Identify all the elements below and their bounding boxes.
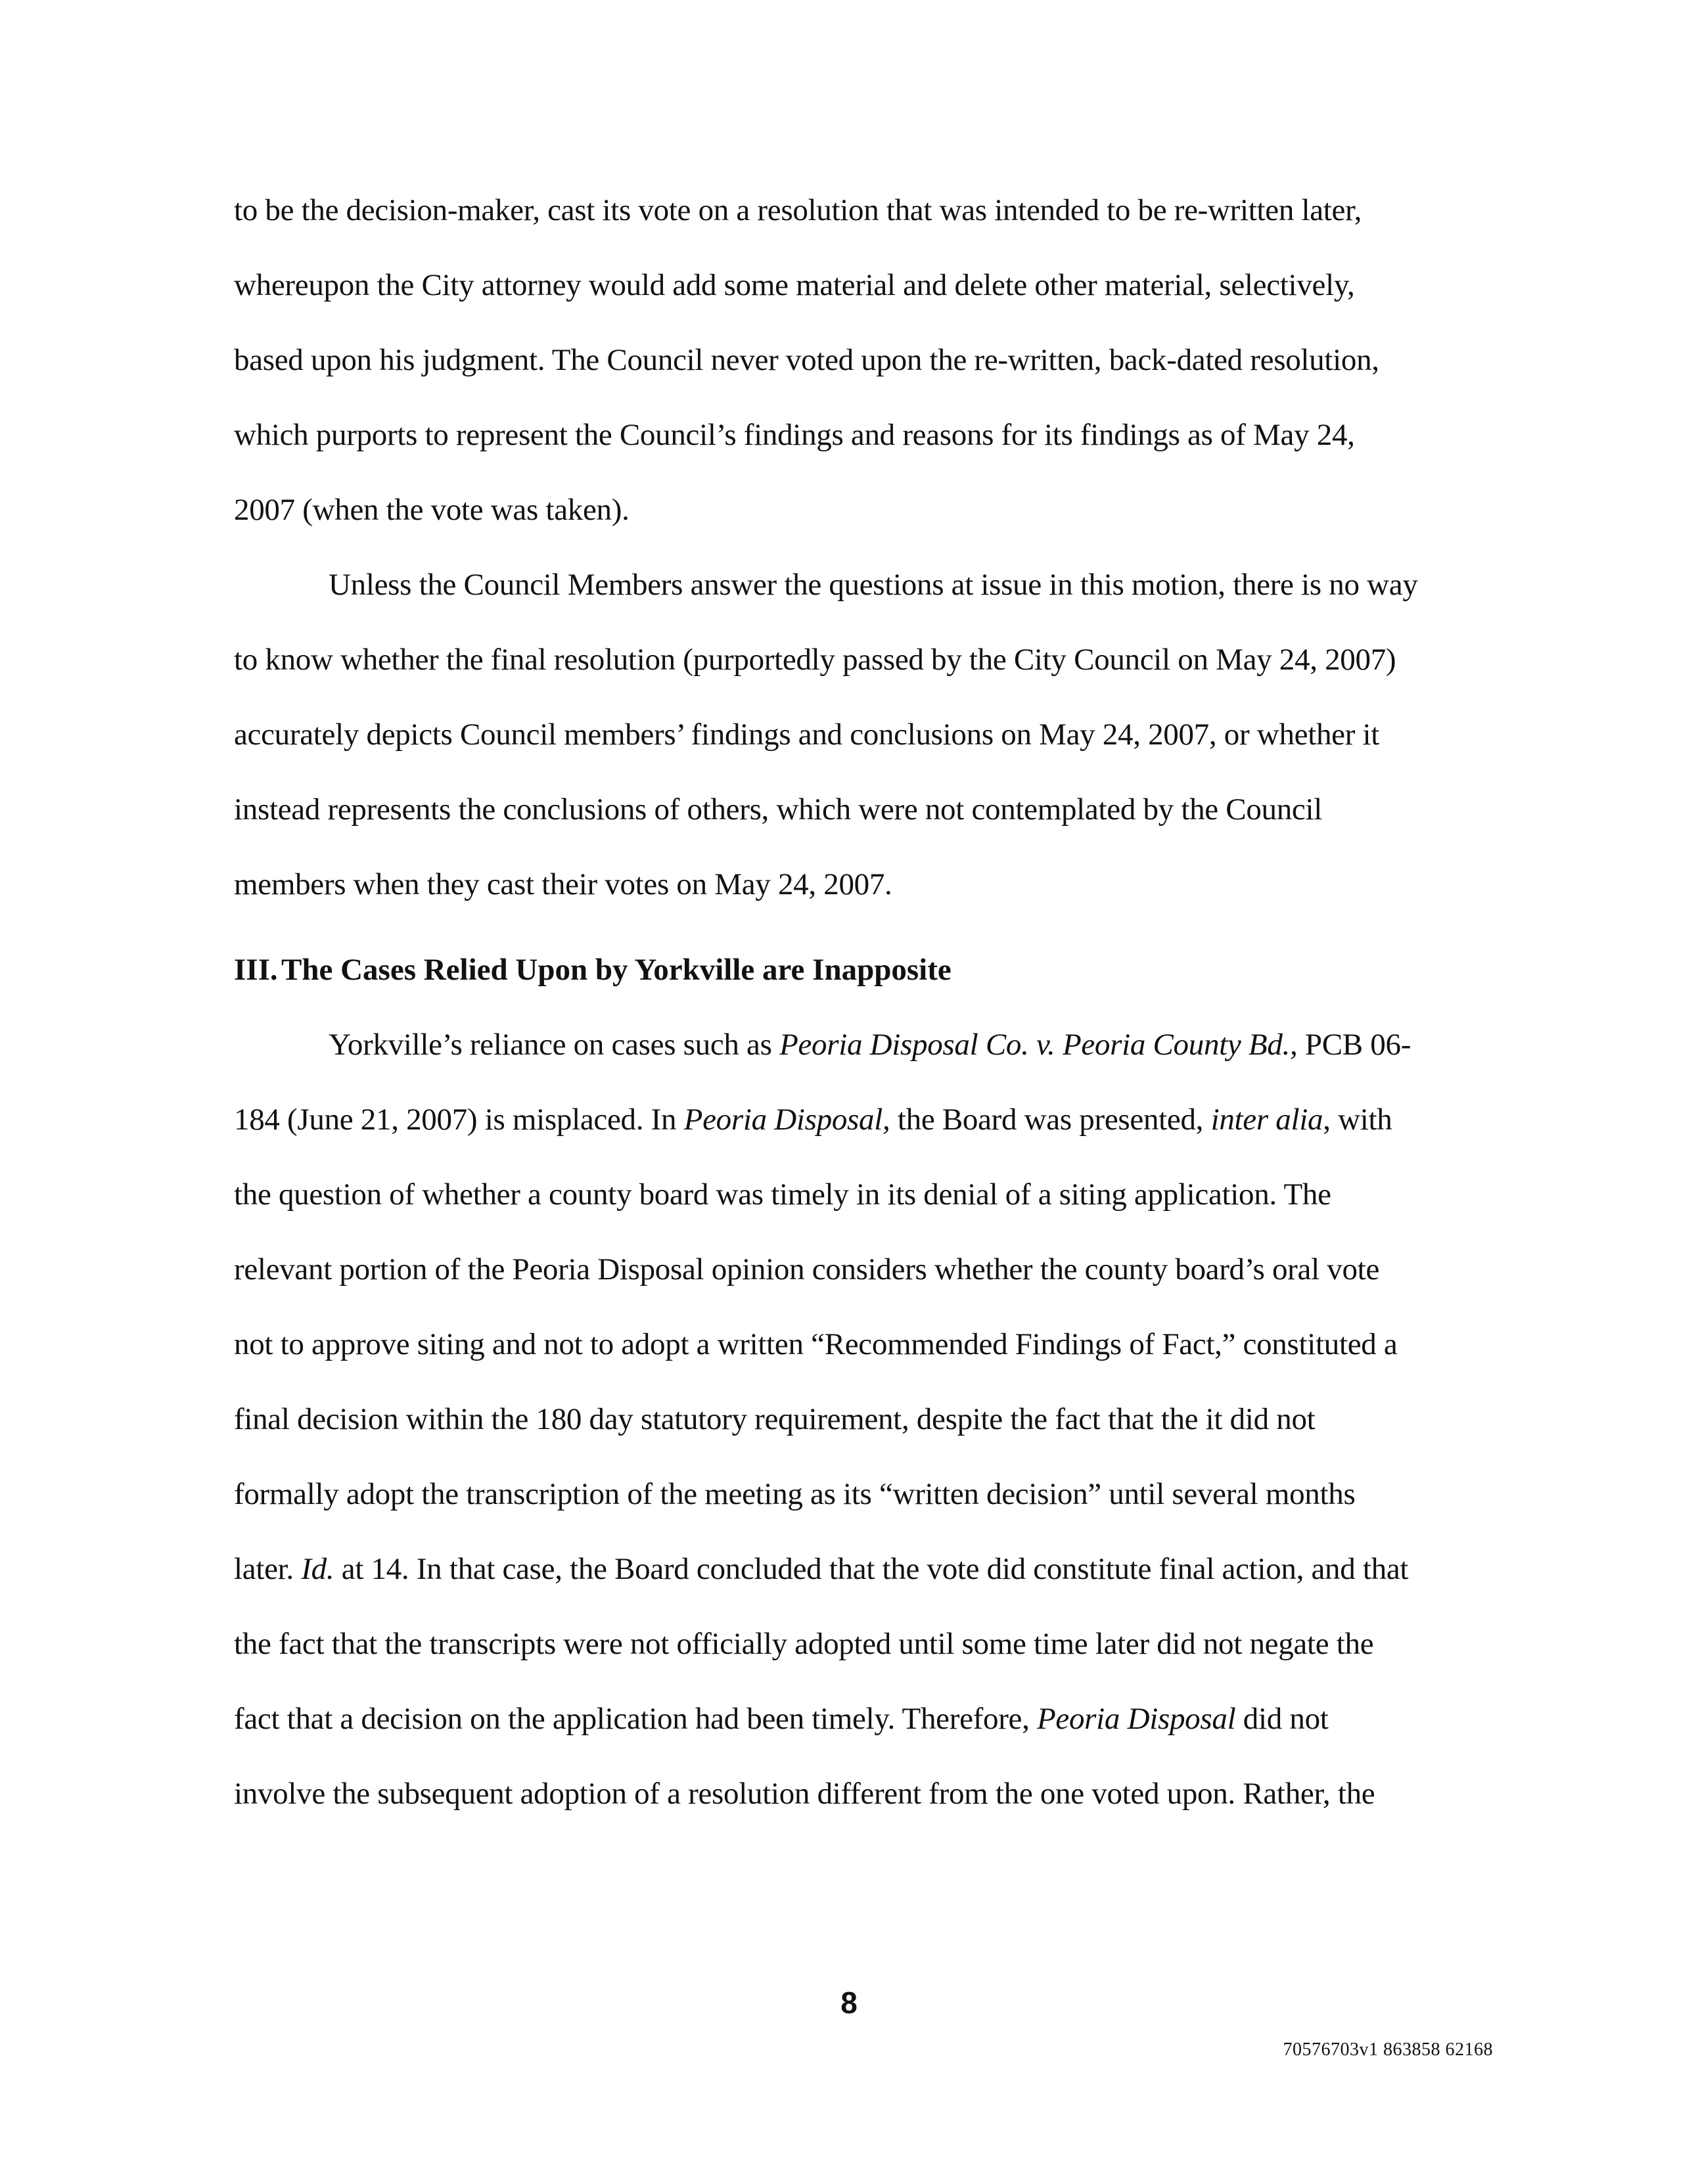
case-name-italic: Peoria Disposal, bbox=[683, 1103, 890, 1137]
paragraph-2-line-5: members when they cast their votes on May 24, 2007. bbox=[234, 867, 892, 901]
paragraph-2-line-4: instead represents the conclusions of others, which were not contemplated by the Council bbox=[234, 792, 1323, 827]
text-span: later. bbox=[234, 1552, 302, 1586]
document-id: 70576703v1 863858 62168 bbox=[1283, 2039, 1493, 2060]
text-span: , with bbox=[1323, 1103, 1392, 1137]
section-title: The Cases Relied Upon by Yorkville are Inapposite bbox=[281, 953, 952, 987]
paragraph-3-line-6: final decision within the 180 day statutory requirement, despite the fact that the it did not bbox=[234, 1402, 1316, 1436]
paragraph-3-line-4: relevant portion of the Peoria Disposal opinion considers whether the county board’s oral vote bbox=[234, 1252, 1379, 1286]
text-span: Yorkville’s reliance on cases such as bbox=[329, 1028, 780, 1062]
paragraph-3-line-1 bbox=[329, 1025, 1411, 1064]
latin-phrase-italic: inter alia bbox=[1210, 1103, 1323, 1137]
paragraph-3-line-9: the fact that the transcripts were not officially adopted until some time later did not negate the bbox=[234, 1627, 1374, 1661]
paragraph-1-line-5: 2007 (when the vote was taken). bbox=[234, 493, 630, 527]
text-span: 184 (June 21, 2007) is misplaced. In bbox=[234, 1103, 684, 1137]
paragraph-2-line-1: Unless the Council Members answer the questions at issue in this motion, there is no way bbox=[329, 568, 1418, 602]
case-name-italic: Peoria Disposal bbox=[1037, 1702, 1236, 1736]
paragraph-1-line-1: to be the decision-maker, cast its vote on a resolution that was intended to be re-written later, bbox=[234, 193, 1362, 227]
text-span: PCB 06- bbox=[1297, 1028, 1411, 1062]
case-name-italic: Peoria Disposal Co. v. Peoria County Bd., bbox=[779, 1028, 1298, 1062]
section-number: III. bbox=[234, 953, 278, 987]
citation-italic: Id. bbox=[301, 1552, 334, 1586]
paragraph-3-line-10 bbox=[234, 1699, 1329, 1739]
paragraph-3-line-7: formally adopt the transcription of the meeting as its “written decision” until several months bbox=[234, 1477, 1356, 1511]
paragraph-1-line-4: which purports to represent the Council’s findings and reasons for its findings as of May 24, bbox=[234, 418, 1355, 452]
paragraph-1-line-2: whereupon the City attorney would add some material and delete other material, selectively, bbox=[234, 268, 1355, 302]
text-span: the Board was presented, bbox=[890, 1103, 1211, 1137]
paragraph-1-line-3: based upon his judgment. The Council never voted upon the re-written, back-dated resolution, bbox=[234, 343, 1379, 377]
paragraph-3-line-3: the question of whether a county board was timely in its denial of a siting application. The bbox=[234, 1177, 1331, 1212]
text-span: fact that a decision on the application had been timely. Therefore, bbox=[234, 1702, 1038, 1736]
paragraph-3-line-2 bbox=[234, 1100, 1392, 1139]
page-number: 8 bbox=[840, 1986, 858, 2020]
paragraph-3-line-5: not to approve siting and not to adopt a written “Recommended Findings of Fact,” constituted a bbox=[234, 1327, 1398, 1361]
paragraph-2-line-2: to know whether the final resolution (purportedly passed by the City Council on May 24, 2007) bbox=[234, 643, 1396, 677]
section-heading bbox=[234, 950, 952, 990]
text-span: did not bbox=[1235, 1702, 1329, 1736]
text-span: at 14. In that case, the Board concluded that the vote did constitute final action, and that bbox=[334, 1552, 1409, 1586]
paragraph-2-line-3: accurately depicts Council members’ findings and conclusions on May 24, 2007, or whether it bbox=[234, 717, 1380, 752]
paragraph-3-line-8 bbox=[234, 1549, 1408, 1589]
paragraph-3-line-11: involve the subsequent adoption of a resolution different from the one voted upon. Rather, the bbox=[234, 1777, 1375, 1811]
